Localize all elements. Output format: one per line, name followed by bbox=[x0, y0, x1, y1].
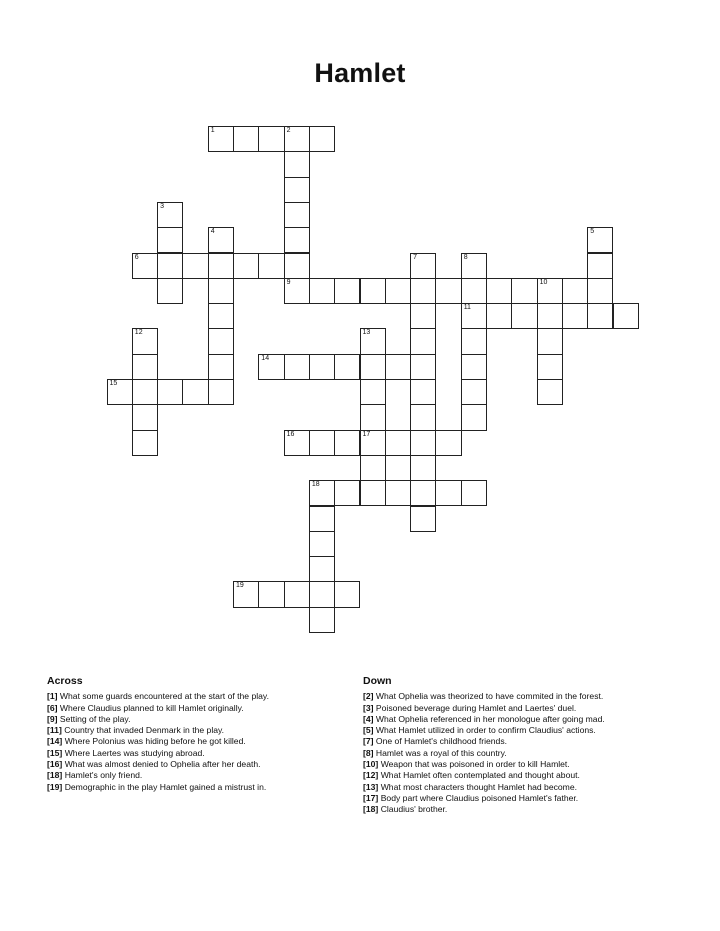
grid-cell[interactable] bbox=[537, 278, 563, 304]
clue-number: [15] bbox=[47, 747, 63, 758]
grid-cell[interactable] bbox=[410, 455, 436, 481]
grid-cell[interactable] bbox=[309, 581, 335, 607]
clue-number: [8] bbox=[363, 747, 374, 758]
grid-cell[interactable] bbox=[182, 253, 208, 279]
cell-number: 6 bbox=[134, 253, 139, 261]
cell-number: 10 bbox=[539, 278, 548, 286]
clue-number: [11] bbox=[47, 725, 62, 736]
grid-cell[interactable] bbox=[461, 379, 487, 405]
grid-cell[interactable] bbox=[410, 253, 436, 279]
grid-cell[interactable] bbox=[410, 303, 436, 329]
grid-cell[interactable] bbox=[132, 404, 158, 430]
across-heading: Across bbox=[47, 675, 83, 687]
grid-cell[interactable] bbox=[208, 354, 234, 380]
grid-cell[interactable] bbox=[284, 278, 310, 304]
grid-cell[interactable] bbox=[562, 303, 588, 329]
cell-number: 19 bbox=[236, 582, 244, 590]
clue-text: Where Laertes was studying abroad. bbox=[64, 747, 205, 758]
down-clue bbox=[363, 782, 663, 793]
grid-cell[interactable] bbox=[360, 278, 386, 304]
grid-cell[interactable] bbox=[410, 506, 436, 532]
grid-cell[interactable] bbox=[385, 480, 411, 506]
grid-cell[interactable] bbox=[233, 253, 259, 279]
cell-number: 11 bbox=[463, 304, 471, 312]
grid-cell[interactable] bbox=[258, 126, 284, 152]
grid-cell[interactable] bbox=[132, 253, 158, 279]
grid-cell[interactable] bbox=[284, 126, 310, 152]
grid-cell[interactable] bbox=[157, 227, 183, 253]
grid-cell[interactable] bbox=[385, 354, 411, 380]
down-clue bbox=[363, 714, 663, 725]
clue-number: [13] bbox=[363, 781, 379, 792]
grid-cell[interactable] bbox=[258, 581, 284, 607]
grid-cell[interactable] bbox=[461, 480, 487, 506]
grid-cell[interactable] bbox=[309, 607, 335, 633]
down-heading: Down bbox=[363, 675, 392, 687]
cell-number: 8 bbox=[463, 253, 468, 261]
clue-number: [17] bbox=[363, 792, 379, 803]
grid-cell[interactable] bbox=[284, 177, 310, 203]
grid-cell[interactable] bbox=[208, 303, 234, 329]
grid-cell[interactable] bbox=[157, 278, 183, 304]
grid-cell[interactable] bbox=[309, 531, 335, 557]
grid-cell[interactable] bbox=[107, 379, 133, 405]
clue-text: Hamlet was a royal of this country. bbox=[375, 747, 507, 758]
grid-cell[interactable] bbox=[208, 126, 234, 152]
cell-number: 4 bbox=[210, 228, 215, 236]
clue-number: [2] bbox=[363, 691, 374, 702]
grid-cell[interactable] bbox=[208, 328, 234, 354]
grid-cell[interactable] bbox=[410, 480, 436, 506]
grid-cell[interactable] bbox=[435, 430, 461, 456]
grid-cell[interactable] bbox=[132, 354, 158, 380]
clue-text: Body part where Claudius poisoned Hamlet's father. bbox=[380, 792, 579, 803]
clue-text: What Ophelia referenced in her monologue after going mad. bbox=[375, 713, 605, 724]
across-clue bbox=[47, 691, 347, 702]
grid-cell[interactable] bbox=[410, 328, 436, 354]
clue-number: [5] bbox=[363, 725, 374, 736]
grid-cell[interactable] bbox=[132, 430, 158, 456]
down-clue bbox=[363, 793, 663, 804]
grid-cell[interactable] bbox=[284, 227, 310, 253]
down-clue bbox=[363, 703, 663, 714]
cell-number: 17 bbox=[362, 430, 371, 438]
grid-cell[interactable] bbox=[208, 253, 234, 279]
grid-cell[interactable] bbox=[233, 126, 259, 152]
down-clue bbox=[363, 691, 663, 702]
grid-cell[interactable] bbox=[410, 404, 436, 430]
cell-number: 9 bbox=[286, 278, 291, 286]
across-clue bbox=[47, 770, 347, 781]
clue-number: [12] bbox=[363, 770, 379, 781]
grid-cell[interactable] bbox=[233, 581, 259, 607]
clue-text: What Hamlet utilized in order to confirm Claudius' actions. bbox=[375, 725, 596, 736]
grid-cell[interactable] bbox=[486, 278, 512, 304]
grid-cell[interactable] bbox=[360, 354, 386, 380]
down-clues bbox=[363, 676, 663, 816]
clue-text: Hamlet's only friend. bbox=[64, 770, 143, 781]
grid-cell[interactable] bbox=[537, 303, 563, 329]
clue-number: [18] bbox=[47, 770, 63, 781]
down-clue bbox=[363, 725, 663, 736]
grid-cell[interactable] bbox=[182, 379, 208, 405]
cell-number: 16 bbox=[286, 430, 295, 438]
grid-cell[interactable] bbox=[284, 202, 310, 228]
grid-cell[interactable] bbox=[334, 430, 360, 456]
grid-cell[interactable] bbox=[385, 278, 411, 304]
grid-cell[interactable] bbox=[360, 480, 386, 506]
grid-cell[interactable] bbox=[208, 227, 234, 253]
clue-text: Weapon that was poisoned in order to kill Hamlet. bbox=[380, 759, 570, 770]
grid-cell[interactable] bbox=[410, 354, 436, 380]
across-clue bbox=[47, 748, 347, 759]
grid-cell[interactable] bbox=[360, 430, 386, 456]
grid-cell[interactable] bbox=[562, 278, 588, 304]
grid-cell[interactable] bbox=[461, 253, 487, 279]
cell-number: 2 bbox=[286, 127, 291, 134]
clue-number: [10] bbox=[363, 759, 379, 770]
grid-cell[interactable] bbox=[309, 556, 335, 582]
grid-cell[interactable] bbox=[309, 278, 335, 304]
grid-cell[interactable] bbox=[132, 379, 158, 405]
clue-text: Demographic in the play Hamlet gained a mistrust in. bbox=[64, 781, 267, 792]
clue-number: [9] bbox=[47, 713, 58, 724]
across-clue bbox=[47, 725, 347, 736]
grid-cell[interactable] bbox=[258, 354, 284, 380]
grid-cell[interactable] bbox=[309, 480, 335, 506]
grid-cell[interactable] bbox=[435, 278, 461, 304]
cell-number: 14 bbox=[261, 354, 270, 362]
down-clue bbox=[363, 748, 663, 759]
clue-text: What most characters thought Hamlet had become. bbox=[380, 781, 578, 792]
clue-text: Claudius' brother. bbox=[380, 804, 448, 815]
grid-cell[interactable] bbox=[334, 581, 360, 607]
grid-cell[interactable] bbox=[284, 581, 310, 607]
cell-number: 12 bbox=[134, 329, 143, 337]
clue-text: One of Hamlet's childhood friends. bbox=[375, 736, 507, 747]
grid-cell[interactable] bbox=[537, 379, 563, 405]
grid-cell[interactable] bbox=[360, 455, 386, 481]
clue-number: [16] bbox=[47, 759, 63, 770]
grid-cell[interactable] bbox=[486, 303, 512, 329]
grid-cell[interactable] bbox=[208, 379, 234, 405]
clue-number: [1] bbox=[47, 691, 58, 702]
grid-cell[interactable] bbox=[360, 404, 386, 430]
grid-cell[interactable] bbox=[587, 253, 613, 279]
grid-cell[interactable] bbox=[360, 379, 386, 405]
grid-cell[interactable] bbox=[309, 126, 335, 152]
clue-text: What Ophelia was theorized to have commited in the forest. bbox=[375, 691, 604, 702]
grid-cell[interactable] bbox=[284, 253, 310, 279]
clue-number: [7] bbox=[363, 736, 374, 747]
cell-number: 1 bbox=[210, 127, 215, 134]
grid-cell[interactable] bbox=[360, 328, 386, 354]
grid-cell[interactable] bbox=[309, 506, 335, 532]
across-clue bbox=[47, 714, 347, 725]
grid-cell[interactable] bbox=[461, 303, 487, 329]
grid-cell[interactable] bbox=[284, 151, 310, 177]
grid-cell[interactable] bbox=[385, 430, 411, 456]
across-clues bbox=[47, 676, 347, 793]
grid-cell[interactable] bbox=[284, 354, 310, 380]
grid-cell[interactable] bbox=[537, 328, 563, 354]
cell-number: 7 bbox=[413, 253, 417, 261]
grid-cell[interactable] bbox=[537, 354, 563, 380]
clue-number: [6] bbox=[47, 702, 58, 713]
grid-cell[interactable] bbox=[511, 278, 537, 304]
cell-number: 3 bbox=[160, 202, 164, 210]
clue-text: Country that invaded Denmark in the play. bbox=[64, 725, 225, 736]
cell-number: 5 bbox=[590, 228, 595, 236]
grid-cell[interactable] bbox=[435, 480, 461, 506]
clue-text: What some guards encountered at the start of the play. bbox=[59, 691, 269, 702]
grid-cell[interactable] bbox=[334, 278, 360, 304]
grid-cell[interactable] bbox=[284, 430, 310, 456]
grid-cell[interactable] bbox=[587, 227, 613, 253]
grid-cell[interactable] bbox=[157, 202, 183, 228]
grid-cell[interactable] bbox=[410, 278, 436, 304]
down-clue bbox=[363, 804, 663, 815]
grid-cell[interactable] bbox=[410, 379, 436, 405]
grid-cell[interactable] bbox=[208, 278, 234, 304]
grid-cell[interactable] bbox=[587, 303, 613, 329]
grid-cell[interactable] bbox=[511, 303, 537, 329]
clue-number: [4] bbox=[363, 713, 374, 724]
grid-cell[interactable] bbox=[613, 303, 639, 329]
grid-cell[interactable] bbox=[309, 354, 335, 380]
clue-text: Where Claudius planned to kill Hamlet originally. bbox=[59, 702, 244, 713]
clue-text: What was almost denied to Ophelia after her death. bbox=[64, 759, 261, 770]
down-clue bbox=[363, 759, 663, 770]
down-clue bbox=[363, 770, 663, 781]
grid-cell[interactable] bbox=[461, 354, 487, 380]
clue-text: What Hamlet often contemplated and thought about. bbox=[380, 770, 580, 781]
grid-cell[interactable] bbox=[334, 480, 360, 506]
grid-cell[interactable] bbox=[587, 278, 613, 304]
page-title: Hamlet bbox=[314, 58, 406, 88]
clue-number: [19] bbox=[47, 781, 63, 792]
across-clue bbox=[47, 759, 347, 770]
grid-cell[interactable] bbox=[132, 328, 158, 354]
clue-text: Where Polonius was hiding before he got killed. bbox=[64, 736, 246, 747]
clue-number: [3] bbox=[363, 702, 374, 713]
cell-number: 13 bbox=[362, 329, 371, 337]
grid-cell[interactable] bbox=[258, 253, 284, 279]
clue-number: [18] bbox=[363, 804, 379, 815]
grid-cell[interactable] bbox=[461, 278, 487, 304]
clue-text: Poisoned beverage during Hamlet and Laertes' duel. bbox=[375, 702, 577, 713]
cell-number: 18 bbox=[311, 481, 320, 489]
across-clue bbox=[47, 703, 347, 714]
grid-cell[interactable] bbox=[461, 328, 487, 354]
clue-number: [14] bbox=[47, 736, 63, 747]
cell-number: 15 bbox=[109, 380, 118, 387]
across-clue bbox=[47, 736, 347, 747]
across-clue bbox=[47, 782, 347, 793]
grid-cell[interactable] bbox=[157, 379, 183, 405]
grid-cell[interactable] bbox=[461, 404, 487, 430]
clue-text: Setting of the play. bbox=[59, 713, 131, 724]
grid-cell[interactable] bbox=[334, 354, 360, 380]
grid-cell[interactable] bbox=[309, 430, 335, 456]
grid-cell[interactable] bbox=[410, 430, 436, 456]
grid-cell[interactable] bbox=[157, 253, 183, 279]
down-clue bbox=[363, 736, 663, 747]
